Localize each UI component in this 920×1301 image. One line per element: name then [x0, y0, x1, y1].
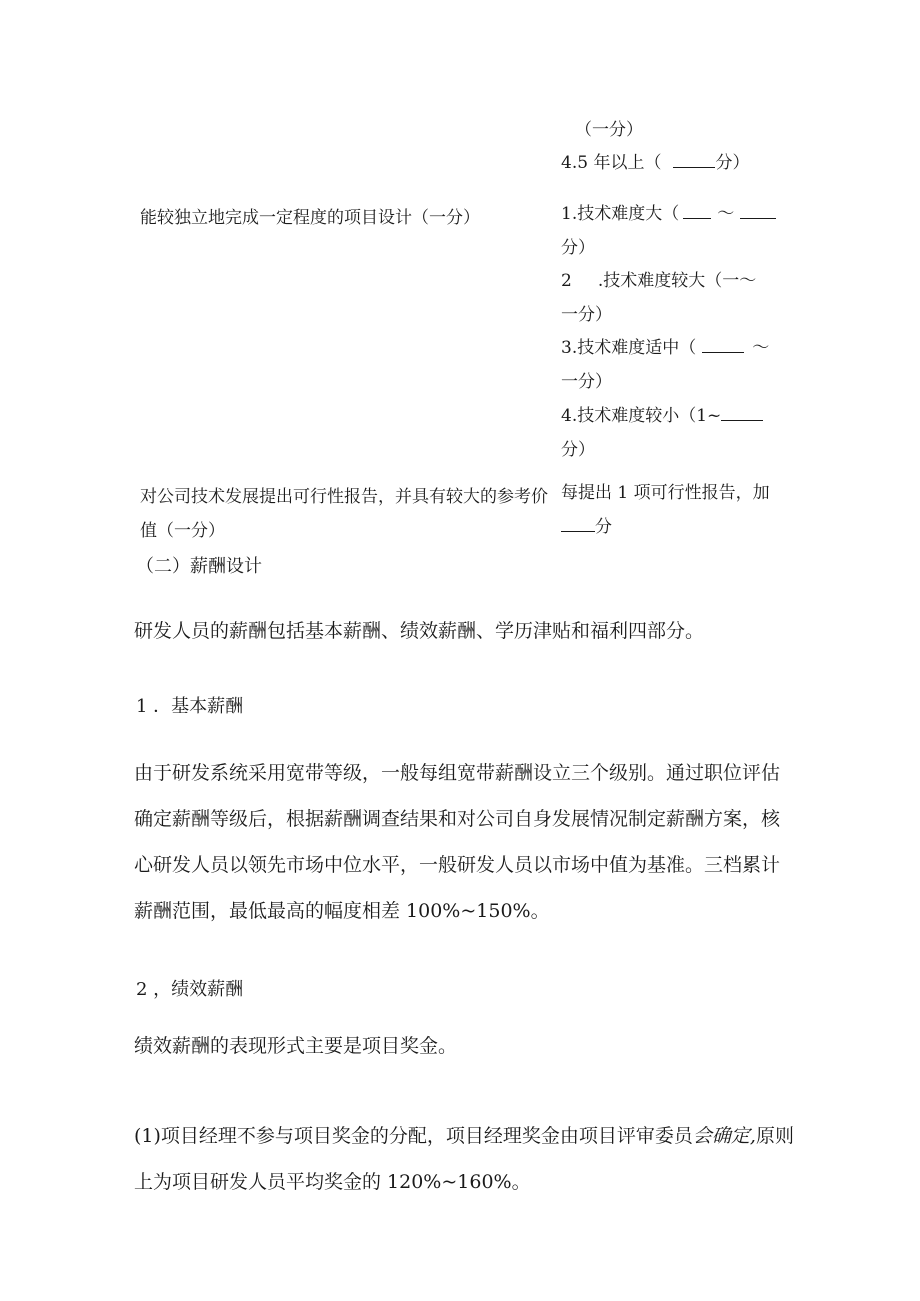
intro-paragraph: 研发人员的薪酬包括基本薪酬、绩效薪酬、学历津贴和福利四部分。 [134, 620, 705, 642]
feasibility-score: 每提出 1 项可行性报告，加 分 [561, 483, 770, 537]
basic-salary-paragraph: 由于研发系统采用宽带等级，一般每组宽带薪酬设立三个级别。通过职位评估确定薪酬等级后，根据薪酬调查结果和对公司自身发展情况制定薪酬方案，核心研发人员以领先市场中位水平，一般研发人员以市场中值为基准。三档累计薪酬范围，最低最高的幅度相差 100%~150%。 [134, 762, 781, 922]
section-title: （二）薪酬设计 [136, 556, 262, 577]
score-blank [721, 402, 763, 421]
subsection-basic-salary-title: 1 ．基本薪酬 [136, 696, 244, 717]
score-blank [702, 334, 744, 353]
difficulty-item-3: 3.技术难度适中（ ～ 一分） [561, 331, 791, 399]
difficulty-item-1: 1.技术难度大（ ～ 分） [561, 197, 791, 265]
score-blank [683, 200, 711, 219]
performance-salary-paragraph: 绩效薪酬的表现形式主要是项目奖金。 [134, 1035, 458, 1057]
score-blank [561, 513, 595, 532]
project-manager-bonus-item: (1)项目经理不参与项目奖金的分配，项目经理奖金由项目评审委员会确定,原则上为项目研发人员平均奖金的 120%~160%。 [134, 1125, 794, 1193]
difficulty-item-4: 4.技术难度较小（1~ 分） [561, 399, 791, 467]
row0-item5: 4.5 年以上（ 分） [561, 146, 791, 180]
difficulty-item-2: 2 .技术难度较大（一～ 一分） [561, 271, 757, 325]
subsection-performance-salary-title: 2 ，绩效薪酬 [136, 979, 244, 1000]
criteria-project-design: 能较独立地完成一定程度的项目设计（一分） [140, 208, 480, 228]
criteria-feasibility-report: 对公司技术发展提出可行性报告，并具有较大的参考价值（一分） [140, 487, 548, 541]
score-blank [673, 149, 715, 168]
row0-continuation: （一分） [575, 120, 643, 140]
score-blank [740, 200, 776, 219]
